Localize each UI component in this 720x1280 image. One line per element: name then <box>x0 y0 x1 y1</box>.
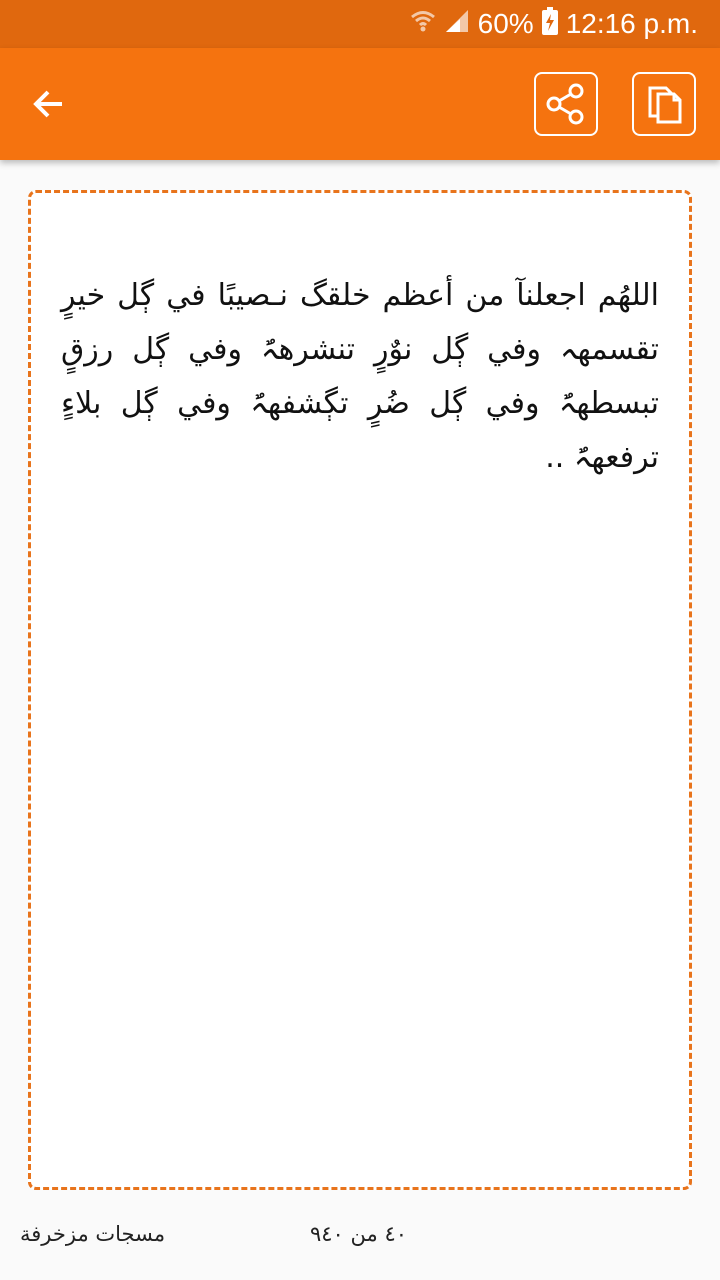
category-label: مسجات مزخرفة <box>20 1222 166 1246</box>
wifi-icon <box>410 8 436 41</box>
status-bar <box>0 0 720 48</box>
copy-button[interactable] <box>632 72 696 136</box>
battery-percent: 60% <box>477 8 534 39</box>
share-icon <box>544 82 588 126</box>
message-text[interactable]: اللهُم اجعلنآ من أعظم خلقگ نـصيبًا في ڳل خيرٍ تقسمهہ وفي ڳل نوٌرٍ تنشرهہٌ وفي ڳل رزقٍ تبسطهہٌ وفي ڳل ضُرٍ تڳشفهہٌ وفي ڳل بلاءٍ ترفعهہٌ .. <box>61 278 659 475</box>
app-bar <box>0 48 720 160</box>
battery-charging-icon <box>542 7 558 42</box>
message-counter: ٤٠ من ٩٤٠ <box>310 1222 407 1246</box>
copy-icon <box>642 82 686 126</box>
back-button[interactable] <box>24 80 72 128</box>
arrow-back-icon <box>28 84 68 124</box>
status-time: 12:16 p.m. <box>565 8 698 39</box>
message-card <box>28 190 692 1190</box>
share-button[interactable] <box>534 72 598 136</box>
signal-icon <box>444 8 470 41</box>
